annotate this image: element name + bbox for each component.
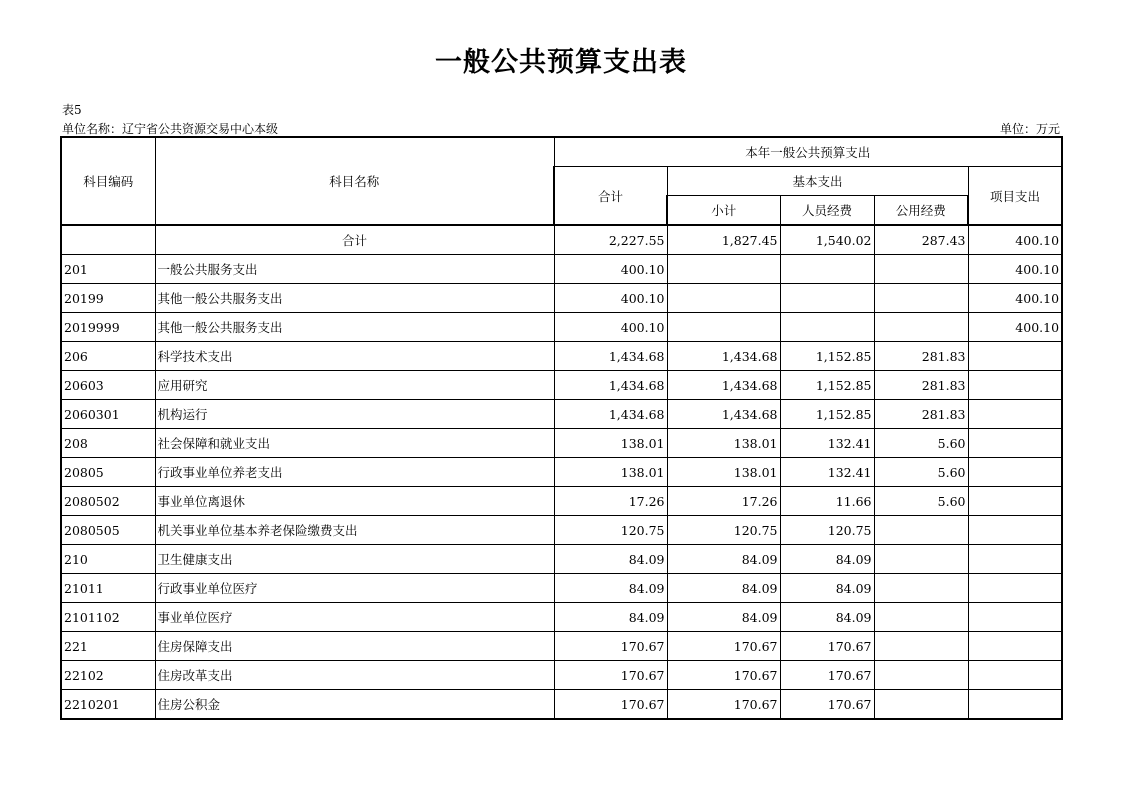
table-row	[61, 632, 1062, 661]
header-code: 科目编码	[61, 137, 155, 225]
table-row	[61, 371, 1062, 400]
currency-unit: 单位：万元	[999, 122, 1060, 136]
table-row	[61, 574, 1062, 603]
header-name: 科目名称	[155, 137, 554, 225]
cell-total: 120.75	[554, 516, 667, 545]
cell-personnel: 170.67	[780, 632, 874, 661]
cell-total: 138.01	[554, 429, 667, 458]
header-public: 公用经费	[874, 196, 968, 226]
cell-project	[968, 545, 1062, 574]
cell-personnel: 11.66	[780, 487, 874, 516]
table-row	[61, 545, 1062, 574]
cell-public	[874, 632, 968, 661]
cell-subtotal: 120.75	[667, 516, 780, 545]
cell-name: 其他一般公共服务支出	[155, 284, 554, 313]
cell-name: 卫生健康支出	[155, 545, 554, 574]
cell-code: 2019999	[61, 313, 155, 342]
cell-code: 20603	[61, 371, 155, 400]
cell-total: 170.67	[554, 661, 667, 690]
cell-name: 合计	[155, 225, 554, 255]
cell-personnel	[780, 284, 874, 313]
cell-public: 281.83	[874, 371, 968, 400]
cell-personnel: 132.41	[780, 458, 874, 487]
cell-project	[968, 632, 1062, 661]
cell-name: 一般公共服务支出	[155, 255, 554, 284]
cell-project	[968, 690, 1062, 720]
table-row	[61, 313, 1062, 342]
cell-total: 138.01	[554, 458, 667, 487]
cell-personnel: 1,152.85	[780, 400, 874, 429]
cell-project	[968, 458, 1062, 487]
cell-public	[874, 603, 968, 632]
header-personnel: 人员经费	[780, 196, 874, 226]
cell-personnel: 84.09	[780, 545, 874, 574]
header-basic: 基本支出	[667, 167, 968, 196]
cell-subtotal: 1,434.68	[667, 400, 780, 429]
cell-public: 281.83	[874, 342, 968, 371]
cell-subtotal: 170.67	[667, 632, 780, 661]
table-row-total	[61, 225, 1062, 255]
cell-project	[968, 371, 1062, 400]
cell-personnel: 132.41	[780, 429, 874, 458]
cell-subtotal: 84.09	[667, 603, 780, 632]
cell-code: 22102	[61, 661, 155, 690]
cell-personnel: 1,152.85	[780, 371, 874, 400]
cell-public	[874, 574, 968, 603]
cell-subtotal	[667, 255, 780, 284]
cell-personnel: 84.09	[780, 603, 874, 632]
cell-public	[874, 313, 968, 342]
cell-personnel: 170.67	[780, 661, 874, 690]
table-body	[61, 225, 1062, 719]
cell-total: 400.10	[554, 313, 667, 342]
table-row	[61, 458, 1062, 487]
cell-total: 170.67	[554, 632, 667, 661]
table-row	[61, 429, 1062, 458]
cell-total: 1,434.68	[554, 371, 667, 400]
cell-name: 住房公积金	[155, 690, 554, 720]
cell-project: 400.10	[968, 225, 1062, 255]
cell-total: 17.26	[554, 487, 667, 516]
cell-code: 221	[61, 632, 155, 661]
page-title: 一般公共预算支出表	[435, 47, 687, 78]
cell-public	[874, 661, 968, 690]
cell-code	[61, 225, 155, 255]
cell-project	[968, 574, 1062, 603]
cell-subtotal: 17.26	[667, 487, 780, 516]
table-row	[61, 661, 1062, 690]
cell-personnel: 1,540.02	[780, 225, 874, 255]
cell-public: 5.60	[874, 487, 968, 516]
cell-subtotal: 84.09	[667, 574, 780, 603]
cell-code: 201	[61, 255, 155, 284]
cell-code: 206	[61, 342, 155, 371]
cell-project	[968, 603, 1062, 632]
cell-public: 287.43	[874, 225, 968, 255]
cell-code: 208	[61, 429, 155, 458]
cell-subtotal: 170.67	[667, 690, 780, 720]
cell-name: 应用研究	[155, 371, 554, 400]
unit-name: 单位名称：辽宁省公共资源交易中心本级	[62, 122, 279, 136]
cell-personnel: 120.75	[780, 516, 874, 545]
cell-public	[874, 284, 968, 313]
table-number: 表5	[62, 103, 82, 117]
cell-subtotal: 138.01	[667, 458, 780, 487]
cell-project	[968, 516, 1062, 545]
table-row	[61, 342, 1062, 371]
cell-public: 281.83	[874, 400, 968, 429]
header-subtotal: 小计	[667, 196, 780, 226]
cell-code: 2101102	[61, 603, 155, 632]
cell-name: 行政事业单位医疗	[155, 574, 554, 603]
cell-name: 社会保障和就业支出	[155, 429, 554, 458]
cell-code: 2210201	[61, 690, 155, 720]
cell-total: 1,434.68	[554, 342, 667, 371]
cell-total: 84.09	[554, 603, 667, 632]
cell-name: 事业单位离退休	[155, 487, 554, 516]
cell-personnel: 84.09	[780, 574, 874, 603]
cell-subtotal: 170.67	[667, 661, 780, 690]
header-total: 合计	[554, 167, 667, 226]
cell-project: 400.10	[968, 313, 1062, 342]
cell-personnel: 1,152.85	[780, 342, 874, 371]
table-row	[61, 255, 1062, 284]
cell-public	[874, 516, 968, 545]
cell-code: 2080502	[61, 487, 155, 516]
cell-project: 400.10	[968, 284, 1062, 313]
cell-total: 400.10	[554, 284, 667, 313]
cell-project	[968, 400, 1062, 429]
cell-subtotal: 84.09	[667, 545, 780, 574]
cell-subtotal	[667, 313, 780, 342]
cell-name: 事业单位医疗	[155, 603, 554, 632]
cell-public	[874, 690, 968, 720]
cell-name: 住房改革支出	[155, 661, 554, 690]
cell-name: 机构运行	[155, 400, 554, 429]
cell-name: 行政事业单位养老支出	[155, 458, 554, 487]
cell-total: 170.67	[554, 690, 667, 720]
cell-public: 5.60	[874, 458, 968, 487]
cell-total: 400.10	[554, 255, 667, 284]
cell-public: 5.60	[874, 429, 968, 458]
cell-subtotal: 1,827.45	[667, 225, 780, 255]
cell-project	[968, 487, 1062, 516]
cell-total: 84.09	[554, 574, 667, 603]
cell-project	[968, 661, 1062, 690]
cell-subtotal: 1,434.68	[667, 342, 780, 371]
cell-personnel	[780, 313, 874, 342]
cell-personnel: 170.67	[780, 690, 874, 720]
cell-public	[874, 545, 968, 574]
cell-total: 1,434.68	[554, 400, 667, 429]
cell-name: 其他一般公共服务支出	[155, 313, 554, 342]
table-row	[61, 487, 1062, 516]
table-row	[61, 690, 1062, 720]
cell-project	[968, 429, 1062, 458]
budget-table	[60, 136, 1063, 720]
table-row	[61, 516, 1062, 545]
cell-code: 20805	[61, 458, 155, 487]
cell-code: 2060301	[61, 400, 155, 429]
table-row	[61, 603, 1062, 632]
cell-code: 210	[61, 545, 155, 574]
cell-code: 21011	[61, 574, 155, 603]
cell-subtotal	[667, 284, 780, 313]
cell-subtotal: 1,434.68	[667, 371, 780, 400]
cell-total: 2,227.55	[554, 225, 667, 255]
table-row	[61, 284, 1062, 313]
cell-personnel	[780, 255, 874, 284]
cell-total: 84.09	[554, 545, 667, 574]
cell-public	[874, 255, 968, 284]
cell-subtotal: 138.01	[667, 429, 780, 458]
table-row	[61, 400, 1062, 429]
header-project: 项目支出	[968, 167, 1062, 226]
cell-name: 住房保障支出	[155, 632, 554, 661]
cell-project	[968, 342, 1062, 371]
cell-name: 机关事业单位基本养老保险缴费支出	[155, 516, 554, 545]
cell-code: 2080505	[61, 516, 155, 545]
cell-code: 20199	[61, 284, 155, 313]
header-current-year: 本年一般公共预算支出	[554, 137, 1062, 167]
cell-project: 400.10	[968, 255, 1062, 284]
cell-name: 科学技术支出	[155, 342, 554, 371]
table-header	[61, 137, 1062, 225]
